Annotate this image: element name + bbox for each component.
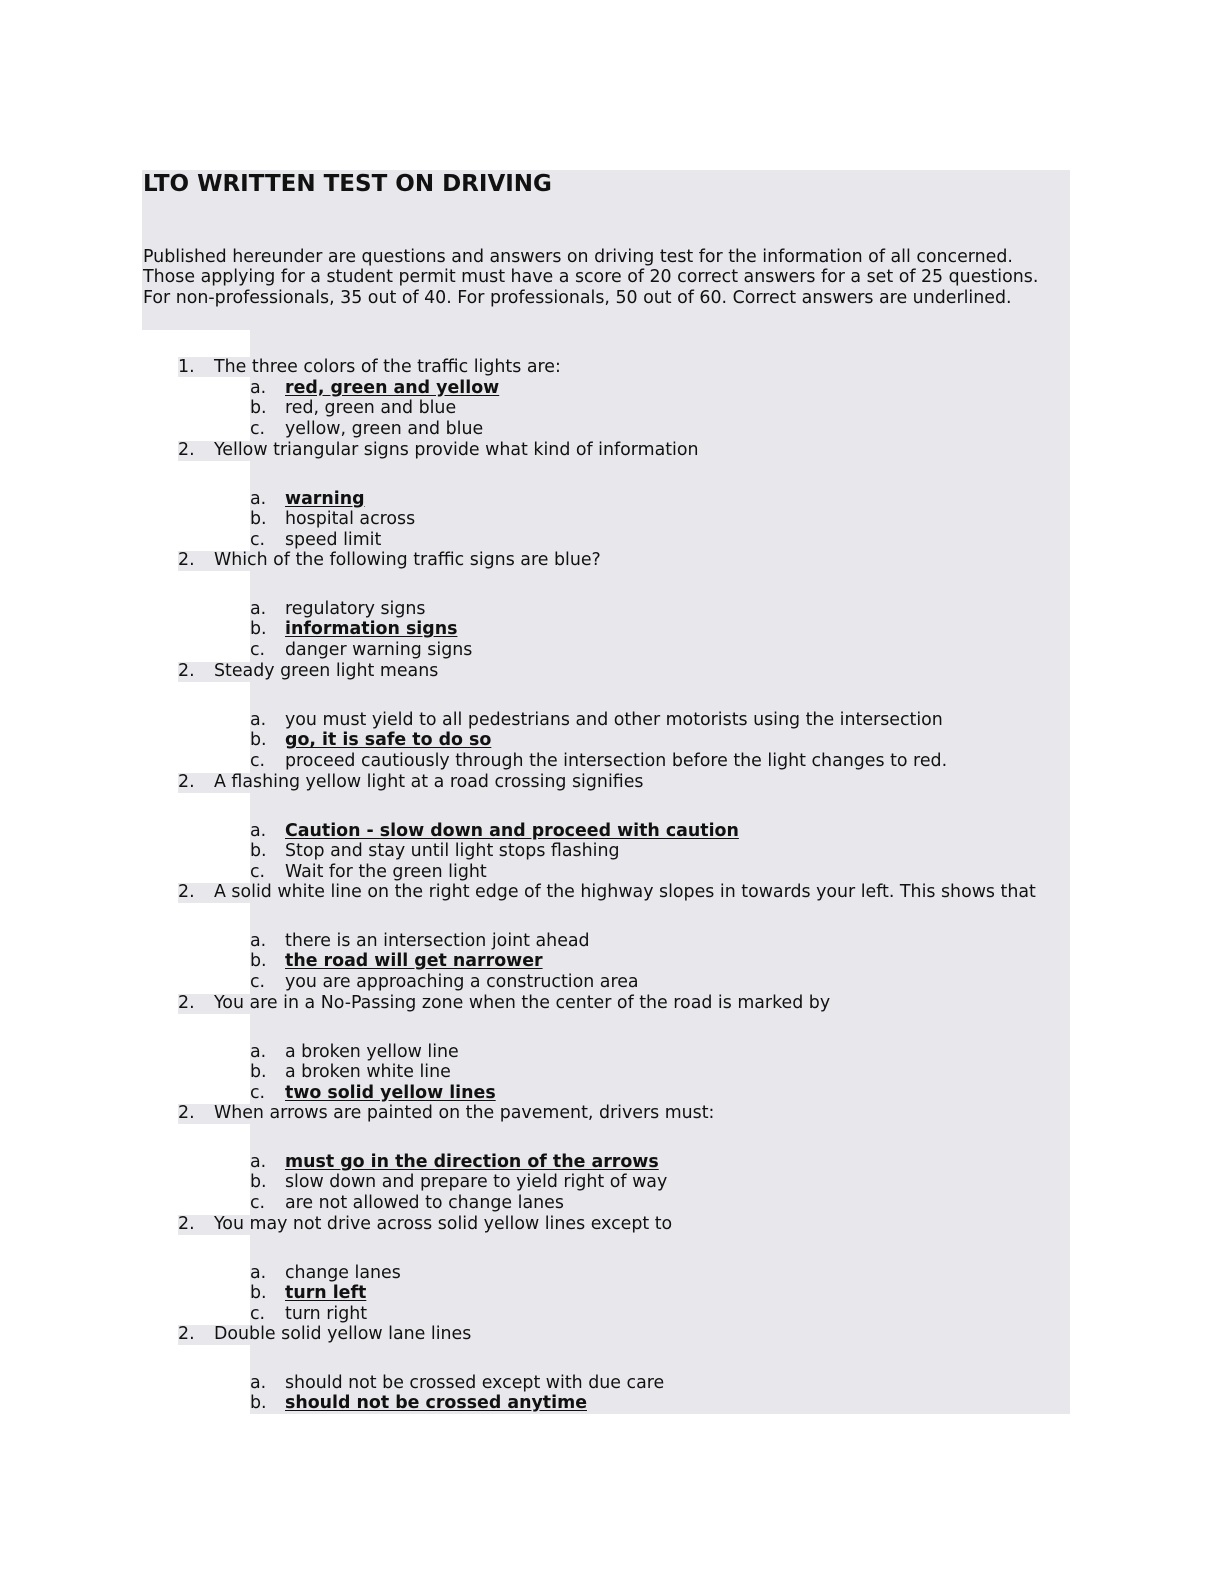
question-number: 2.	[178, 550, 195, 570]
answer-option: a broken white line	[285, 1062, 451, 1083]
option-letter: a.	[250, 820, 267, 841]
option-letter: c.	[250, 971, 266, 992]
answer-option: a broken yellow line	[285, 1041, 459, 1062]
correct-answer: two solid yellow lines	[285, 1082, 496, 1103]
answer-option: you are approaching a construction area	[285, 971, 639, 992]
answer-option: turn right	[285, 1303, 368, 1324]
question-text: When arrows are painted on the pavement, drivers must:	[214, 1103, 715, 1123]
intro-line: Those applying for a student permit must have a score of 20 correct answers for a set of 25 questions.	[143, 267, 1039, 287]
option-letter: b.	[250, 398, 267, 419]
question-text: You may not drive across solid yellow lines except to	[214, 1214, 673, 1234]
answer-option: are not allowed to change lanes	[285, 1192, 564, 1213]
answer-option: change lanes	[285, 1262, 401, 1283]
option-letter: b.	[250, 951, 267, 972]
question-number: 2.	[178, 1324, 195, 1344]
answer-option: you must yield to all pedestrians and other motorists using the intersection	[285, 709, 943, 730]
correct-answer: must go in the direction of the arrows	[285, 1151, 659, 1172]
option-letter: c.	[250, 418, 266, 439]
option-letter: c.	[250, 1192, 266, 1213]
option-letter: a.	[250, 1372, 267, 1393]
option-letter: c.	[250, 1082, 266, 1103]
answer-option: yellow, green and blue	[285, 418, 484, 439]
option-letter: c.	[250, 750, 266, 771]
question-number: 2.	[178, 772, 195, 792]
question-number: 1.	[178, 357, 195, 377]
question-text: Which of the following traffic signs are blue?	[214, 550, 601, 570]
question-number: 2.	[178, 661, 195, 681]
question-number: 2.	[178, 1103, 195, 1123]
answer-option: hospital across	[285, 509, 416, 530]
correct-answer: should not be crossed anytime	[285, 1393, 587, 1414]
answer-option: Stop and stay until light stops flashing	[285, 841, 620, 862]
correct-answer: go, it is safe to do so	[285, 730, 492, 751]
question-number: 2.	[178, 993, 195, 1013]
correct-answer: information signs	[285, 619, 458, 640]
page-title: LTO WRITTEN TEST ON DRIVING	[143, 171, 552, 197]
question-text: A solid white line on the right edge of the highway slopes in towards your left. This shows that	[214, 882, 1036, 902]
question-text: Yellow triangular signs provide what kind of information	[214, 440, 699, 460]
option-letter: a.	[250, 598, 267, 619]
option-letter: a.	[250, 1041, 267, 1062]
answer-option: Wait for the green light	[285, 861, 487, 882]
answer-option: slow down and prepare to yield right of way	[285, 1172, 668, 1193]
option-letter: b.	[250, 730, 267, 751]
correct-answer: red, green and yellow	[285, 377, 500, 398]
option-letter: c.	[250, 529, 266, 550]
question-text: Double solid yellow lane lines	[214, 1324, 472, 1344]
question-text: Steady green light means	[214, 661, 439, 681]
question-text: A flashing yellow light at a road crossing signifies	[214, 772, 644, 792]
question-text: The three colors of the traffic lights are:	[214, 357, 561, 377]
option-letter: a.	[250, 488, 267, 509]
correct-answer: turn left	[285, 1283, 367, 1304]
answer-option: should not be crossed except with due care	[285, 1372, 665, 1393]
question-number: 2.	[178, 440, 195, 460]
intro-line: For non-professionals, 35 out of 40. For professionals, 50 out of 60. Correct answers are underlined.	[143, 288, 1012, 308]
option-letter: b.	[250, 509, 267, 530]
option-letter: c.	[250, 639, 266, 660]
option-letter: a.	[250, 1262, 267, 1283]
option-letter: a.	[250, 930, 267, 951]
answer-option: red, green and blue	[285, 398, 457, 419]
option-letter: b.	[250, 619, 267, 640]
correct-answer: Caution - slow down and proceed with caution	[285, 820, 739, 841]
option-letter: c.	[250, 1303, 266, 1324]
option-letter: b.	[250, 841, 267, 862]
answer-option: speed limit	[285, 529, 382, 550]
option-letter: a.	[250, 709, 267, 730]
option-letter: c.	[250, 861, 266, 882]
option-letter: b.	[250, 1062, 267, 1083]
answer-option: proceed cautiously through the intersection before the light changes to red.	[285, 750, 948, 771]
option-letter: b.	[250, 1393, 267, 1414]
question-number: 2.	[178, 1214, 195, 1234]
option-letter: a.	[250, 1151, 267, 1172]
question-number: 2.	[178, 882, 195, 902]
intro-line: Published hereunder are questions and answers on driving test for the information of all concerned.	[143, 247, 1013, 267]
option-letter: b.	[250, 1283, 267, 1304]
option-letter: a.	[250, 377, 267, 398]
correct-answer: warning	[285, 488, 365, 509]
answer-option: regulatory signs	[285, 598, 426, 619]
correct-answer: the road will get narrower	[285, 951, 543, 972]
answer-option: danger warning signs	[285, 639, 473, 660]
question-text: You are in a No-Passing zone when the center of the road is marked by	[214, 993, 831, 1013]
option-letter: b.	[250, 1172, 267, 1193]
answer-option: there is an intersection joint ahead	[285, 930, 590, 951]
